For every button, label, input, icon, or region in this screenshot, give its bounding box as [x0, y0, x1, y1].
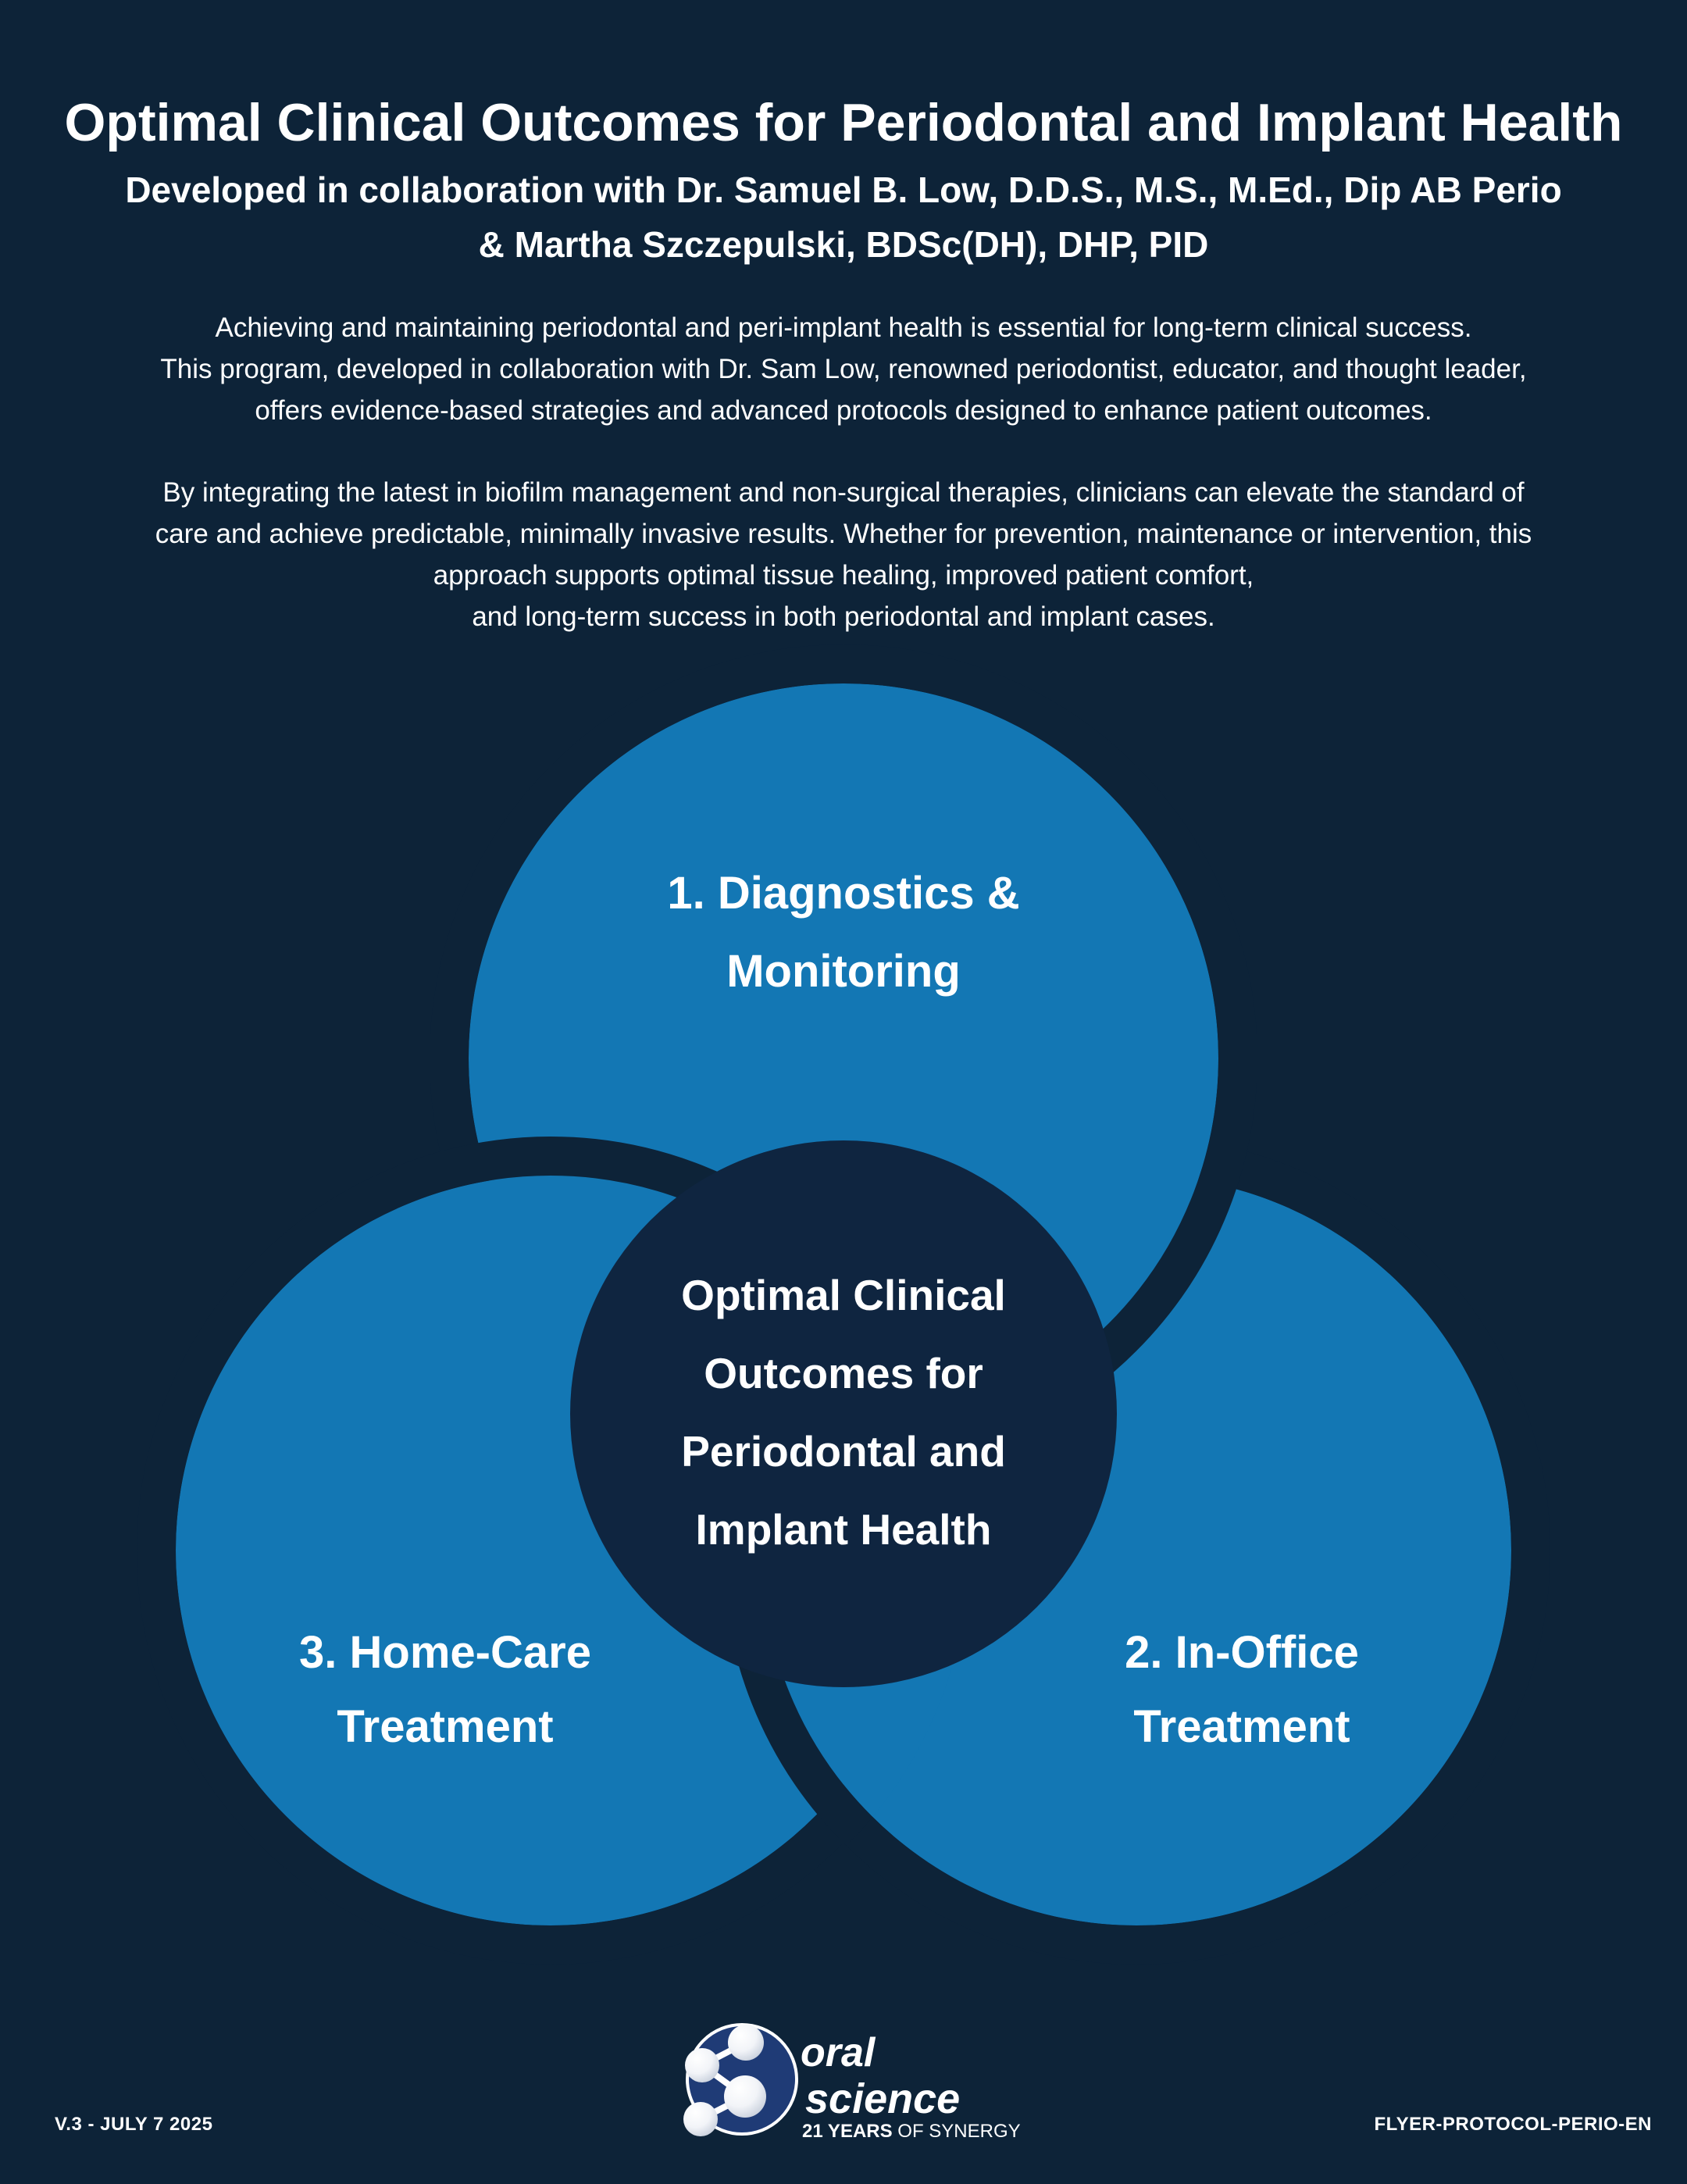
- intro-p2-line2: care and achieve predictable, minimally invasive results. Whether for prevention, maintenance or intervention, this: [155, 519, 1532, 549]
- venn-center-line1: Optimal Clinical: [681, 1271, 1006, 1319]
- venn-label-left-line1: 3. Home-Care: [299, 1627, 591, 1678]
- logo-tagline-years: 21 YEARS: [802, 2121, 893, 2142]
- venn-center-line4: Implant Health: [695, 1505, 992, 1554]
- venn-label-right-line1: 2. In-Office: [1125, 1627, 1359, 1678]
- intro-p1-line3: offers evidence-based strategies and advanced protocols designed to enhance patient outcomes.: [255, 395, 1432, 426]
- intro-p2-line1: By integrating the latest in biofilm management and non-surgical therapies, clinicians can elevate the standard of: [162, 477, 1525, 508]
- venn-label-in-office-treatment: [1125, 1615, 1359, 1764]
- intro-p2-line3: approach supports optimal tissue healing, improved patient comfort,: [433, 560, 1254, 591]
- logo-word-oral: oral: [801, 2030, 876, 2075]
- venn-label-left-line2: Treatment: [337, 1701, 554, 1752]
- venn-center-line3: Periodontal and: [681, 1427, 1006, 1476]
- molecule-icon: [683, 2025, 797, 2136]
- logo-word-science: science: [805, 2075, 961, 2122]
- version-label: V.3 - JULY 7 2025: [55, 2114, 213, 2135]
- logo-tagline: [802, 2121, 1021, 2142]
- document-code-label: FLYER-PROTOCOL-PERIO-EN: [1374, 2114, 1652, 2135]
- intro-p2-line4: and long-term success in both periodontal and implant cases.: [472, 601, 1215, 632]
- logo-tagline-synergy: OF SYNERGY: [892, 2121, 1021, 2142]
- venn-label-diagnostics-monitoring: [667, 855, 1019, 1011]
- venn-label-home-care-treatment: [299, 1615, 591, 1764]
- intro-p1-line1: Achieving and maintaining periodontal and peri-implant health is essential for long-term clinical success.: [215, 312, 1472, 343]
- venn-center-line2: Outcomes for: [704, 1349, 983, 1397]
- subtitle-line-2: & Martha Szczepulski, BDSc(DH), DHP, PID: [478, 224, 1209, 265]
- page-title: Optimal Clinical Outcomes for Periodontal and Implant Health: [64, 93, 1623, 152]
- venn-center-title: [570, 1256, 1117, 1568]
- venn-label-top-line2: Monitoring: [726, 946, 961, 997]
- intro-p1-line2: This program, developed in collaboration with Dr. Sam Low, renowned periodontist, educator, and thought leader,: [160, 354, 1527, 384]
- subtitle-line-1: Developed in collaboration with Dr. Samuel B. Low, D.D.S., M.S., M.Ed., Dip AB Perio: [125, 170, 1562, 210]
- oral-science-logo: [668, 2011, 1035, 2175]
- venn-label-top-line1: 1. Diagnostics &: [667, 868, 1020, 919]
- venn-label-right-line2: Treatment: [1133, 1701, 1350, 1752]
